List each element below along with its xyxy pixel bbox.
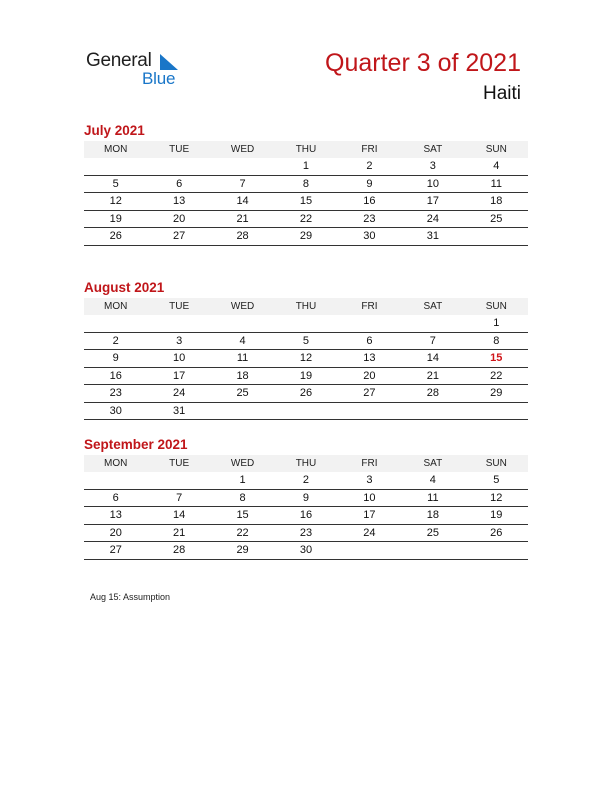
day-cell: 8 [465,333,528,351]
day-cell: 3 [338,472,401,490]
day-cell: 18 [401,507,464,525]
day-cell [274,403,337,421]
month-title: August 2021 [84,280,165,295]
day-cell: 20 [84,525,147,543]
day-cell: 29 [274,228,337,246]
weekday-header: FRI [338,141,401,158]
day-cell: 11 [465,176,528,194]
day-cell: 15 [274,193,337,211]
day-cell: 17 [147,368,210,386]
day-cell [401,542,464,560]
day-cell [465,542,528,560]
day-cell [338,542,401,560]
day-cell: 23 [274,525,337,543]
day-cell: 26 [84,228,147,246]
logo-blue-text: Blue [142,69,176,88]
weekday-header: MON [84,298,147,315]
weekday-header: SAT [401,298,464,315]
day-cell: 28 [401,385,464,403]
day-cell: 7 [211,176,274,194]
day-cell: 6 [147,176,210,194]
day-cell [147,472,210,490]
day-cell: 27 [338,385,401,403]
day-cell: 14 [211,193,274,211]
day-cell: 9 [84,350,147,368]
day-cell: 2 [84,333,147,351]
month-title: September 2021 [84,437,188,452]
day-cell [84,158,147,176]
day-cell: 25 [211,385,274,403]
day-cell [401,403,464,421]
day-cell: 26 [465,525,528,543]
day-cell: 27 [147,228,210,246]
day-cell: 14 [147,507,210,525]
day-cell: 20 [338,368,401,386]
day-cell: 5 [274,333,337,351]
generalblue-logo [86,50,196,90]
weekday-header: MON [84,455,147,472]
month-september [84,436,528,560]
day-cell: 25 [465,211,528,229]
weekday-header: SUN [465,141,528,158]
calendar-grid [84,141,528,246]
day-cell: 15 [211,507,274,525]
day-cell: 31 [401,228,464,246]
day-cell [338,403,401,421]
day-cell: 25 [401,525,464,543]
day-cell: 30 [274,542,337,560]
day-cell [338,315,401,333]
day-cell: 20 [147,211,210,229]
day-cell: 12 [84,193,147,211]
day-cell: 26 [274,385,337,403]
day-cell: 21 [147,525,210,543]
day-cell: 18 [211,368,274,386]
day-cell: 13 [338,350,401,368]
month-august [84,279,528,420]
day-cell [147,315,210,333]
day-cell: 16 [84,368,147,386]
day-cell: 11 [211,350,274,368]
weekday-header: SUN [465,298,528,315]
weekday-header: THU [274,141,337,158]
day-cell: 7 [401,333,464,351]
weekday-header: TUE [147,298,210,315]
day-cell: 4 [401,472,464,490]
day-cell: 24 [338,525,401,543]
day-cell [465,228,528,246]
day-cell: 3 [147,333,210,351]
day-cell: 19 [274,368,337,386]
day-cell: 10 [401,176,464,194]
weekday-header: WED [211,141,274,158]
day-cell: 1 [465,315,528,333]
holiday-note: Aug 15: Assumption [90,592,171,602]
day-cell: 28 [147,542,210,560]
day-cell: 22 [211,525,274,543]
weekday-header: SAT [401,141,464,158]
day-cell: 17 [401,193,464,211]
day-cell: 1 [211,472,274,490]
day-cell: 8 [211,490,274,508]
day-cell: 21 [401,368,464,386]
day-cell: 29 [465,385,528,403]
weekday-header: THU [274,298,337,315]
weekday-header: WED [211,298,274,315]
day-cell: 23 [338,211,401,229]
day-cell [465,403,528,421]
page-title: Quarter 3 of 2021 [325,49,521,77]
weekday-header: SAT [401,455,464,472]
day-cell: 10 [147,350,210,368]
weekday-header: MON [84,141,147,158]
weekday-header: SUN [465,455,528,472]
day-cell: 10 [338,490,401,508]
day-cell [211,315,274,333]
day-cell: 14 [401,350,464,368]
day-cell: 2 [274,472,337,490]
weekday-header: THU [274,455,337,472]
day-cell: 16 [338,193,401,211]
weekday-header: TUE [147,455,210,472]
calendar-grid [84,455,528,560]
holiday-day-cell: 15 [465,350,528,368]
weekday-header: FRI [338,298,401,315]
day-cell: 12 [465,490,528,508]
month-title: July 2021 [84,123,145,138]
day-cell: 6 [338,333,401,351]
day-cell [401,315,464,333]
day-cell: 8 [274,176,337,194]
day-cell: 13 [147,193,210,211]
day-cell: 21 [211,211,274,229]
calendar-grid [84,298,528,420]
day-cell: 2 [338,158,401,176]
weekday-header: WED [211,455,274,472]
day-cell: 9 [274,490,337,508]
day-cell: 4 [211,333,274,351]
day-cell: 17 [338,507,401,525]
day-cell: 1 [274,158,337,176]
day-cell: 3 [401,158,464,176]
month-july [84,122,528,246]
day-cell: 28 [211,228,274,246]
day-cell [84,315,147,333]
day-cell: 29 [211,542,274,560]
day-cell: 5 [465,472,528,490]
day-cell [211,403,274,421]
country-name: Haiti [482,83,521,104]
day-cell: 24 [401,211,464,229]
day-cell: 19 [465,507,528,525]
day-cell: 7 [147,490,210,508]
day-cell: 23 [84,385,147,403]
day-cell [84,472,147,490]
day-cell [274,315,337,333]
day-cell: 13 [84,507,147,525]
day-cell: 12 [274,350,337,368]
day-cell [147,158,210,176]
day-cell: 24 [147,385,210,403]
day-cell: 30 [84,403,147,421]
day-cell [211,158,274,176]
weekday-header: TUE [147,141,210,158]
day-cell: 30 [338,228,401,246]
day-cell: 18 [465,193,528,211]
day-cell: 19 [84,211,147,229]
day-cell: 6 [84,490,147,508]
day-cell: 5 [84,176,147,194]
day-cell: 27 [84,542,147,560]
day-cell: 4 [465,158,528,176]
logo-general-text: General [86,50,152,71]
weekday-header: FRI [338,455,401,472]
day-cell: 22 [465,368,528,386]
day-cell: 9 [338,176,401,194]
logo-triangle-icon [160,54,178,70]
day-cell: 11 [401,490,464,508]
day-cell: 22 [274,211,337,229]
day-cell: 16 [274,507,337,525]
day-cell: 31 [147,403,210,421]
